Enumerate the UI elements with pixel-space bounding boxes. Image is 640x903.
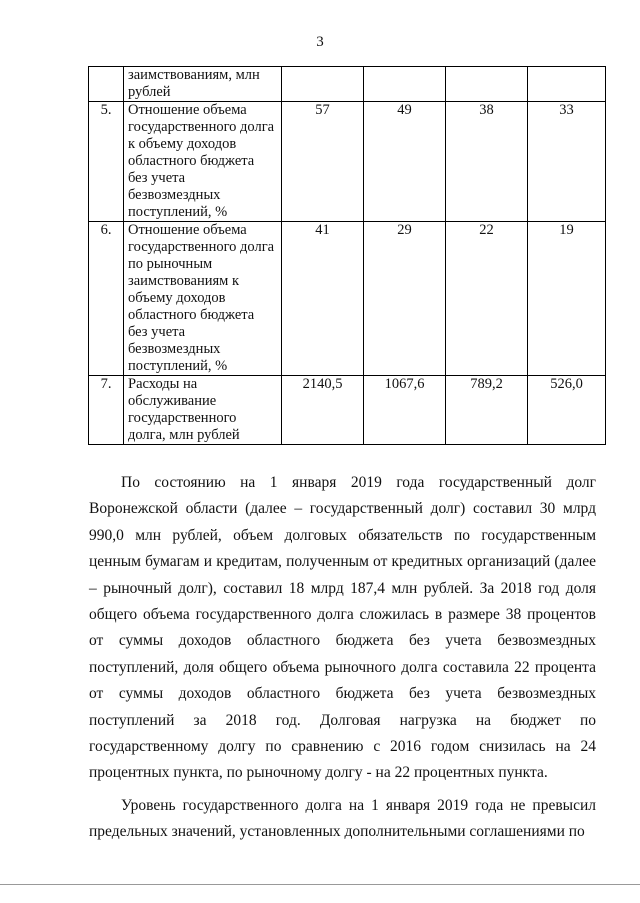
value-cell: 38 bbox=[446, 102, 528, 222]
value-cell: 2140,5 bbox=[282, 376, 364, 445]
value-cell bbox=[282, 67, 364, 102]
indicator-name: Отношение объема государственного долга к объему доходов областного бюджета без учета безвозмездных поступлений, % bbox=[124, 102, 282, 222]
indicator-name: Расходы на обслуживание государственного долга, млн рублей bbox=[124, 376, 282, 445]
table-row bbox=[89, 376, 606, 445]
value-cell: 49 bbox=[364, 102, 446, 222]
value-cell: 29 bbox=[364, 222, 446, 376]
table-row bbox=[89, 222, 606, 376]
body-text bbox=[89, 470, 596, 852]
row-number bbox=[89, 67, 124, 102]
indicator-name: заимствованиям, млн рублей bbox=[124, 67, 282, 102]
paragraph: По состоянию на 1 января 2019 года государственный долг Воронежской области (далее – государственный долг) составил 30 млрд 990,0 млн рублей, объем долговых обязательств по государственным ценным бумагам и кредитам, полученным от кредитных организаций (далее – рыночный долг), составил 18 млрд 187,4 млн рублей. За 2018 год доля общего объема государственного долга сложилась в размере 38 процентов от суммы доходов областного бюджета без учета безвозмездных поступлений, доля общего объема рыночного долга составила 22 процента от суммы доходов областного бюджета без учета безвозмездных поступлений за 2018 год. Долговая нагрузка на бюджет по государственному долгу по сравнению с 2016 годом снизилась на 24 процентных пункта, по рыночному долгу - на 22 процентных пункта. bbox=[89, 474, 596, 782]
value-cell: 41 bbox=[282, 222, 364, 376]
value-cell: 526,0 bbox=[528, 376, 606, 445]
page-number: 3 bbox=[316, 34, 324, 50]
row-number: 5. bbox=[89, 102, 124, 222]
paragraph: Уровень государственного долга на 1 января 2019 года не превысил предельных значений, установленных дополнительными соглашениями по bbox=[89, 796, 596, 841]
value-cell bbox=[528, 67, 606, 102]
value-cell: 22 bbox=[446, 222, 528, 376]
row-number: 6. bbox=[89, 222, 124, 376]
value-cell: 33 bbox=[528, 102, 606, 222]
indicator-name: Отношение объема государственного долга по рыночным заимствованиям к объему доходов областного бюджета без учета безвозмездных поступлений, % bbox=[124, 222, 282, 376]
page-bottom-edge bbox=[0, 884, 640, 885]
value-cell: 57 bbox=[282, 102, 364, 222]
value-cell: 789,2 bbox=[446, 376, 528, 445]
row-number: 7. bbox=[89, 376, 124, 445]
table-row bbox=[89, 67, 606, 102]
value-cell: 19 bbox=[528, 222, 606, 376]
value-cell bbox=[364, 67, 446, 102]
debt-indicators-table bbox=[88, 66, 606, 445]
table-row bbox=[89, 102, 606, 222]
value-cell bbox=[446, 67, 528, 102]
value-cell: 1067,6 bbox=[364, 376, 446, 445]
